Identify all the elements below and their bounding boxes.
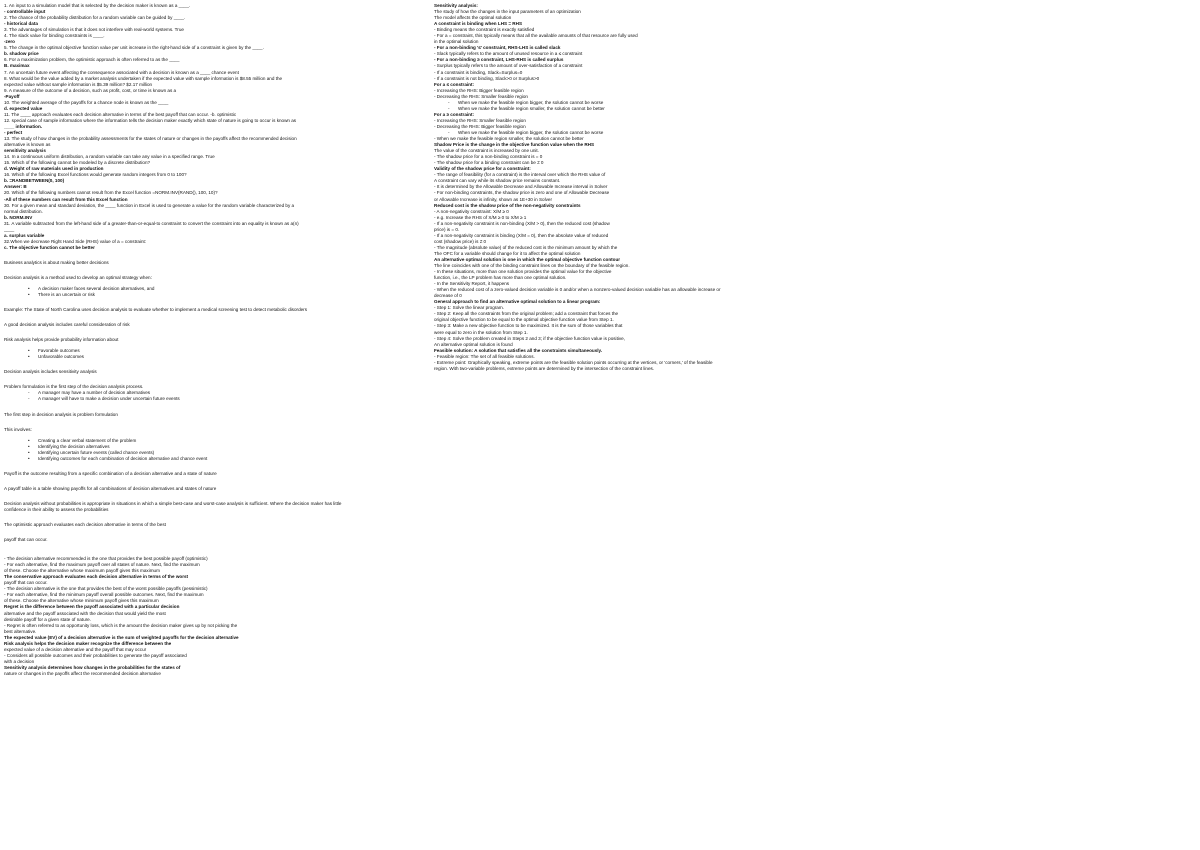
right-note-line: - Extreme point: Graphically speaking, extreme points are the feasible solution points occurring at the vertices, or 'corners,' of the feasible: [434, 359, 713, 365]
right-note-line: - e.g. Increase the RHS of X/M ≥ 0 to X/M ≥ 1: [434, 214, 527, 220]
left-note-line: Problem formulation is the first step of the decision analysis process.: [4, 384, 144, 390]
left-note-line: 10. The weighted average of the payoffs for a chance node is known as the ____: [4, 99, 169, 105]
left-note-line: Decision analysis includes sensitivity analysis: [4, 369, 97, 375]
right-note-line: or Allowable Increase is infinity, shown as 1E+30 in Solver: [434, 196, 553, 202]
left-note-line: • Identifying outcomes for each combination of decision alternative and chance event: [4, 456, 422, 462]
left-note-line: 30. For a given mean and standard deviation, the ____ function in Excel is used to generate a value for the random variable characterized by a: [4, 202, 295, 208]
left-note-line: Decision analysis without probabilities is appropriate in situations in which a simple best-case and worst-case analysis is sufficient. Where the decision maker has little: [4, 500, 342, 506]
left-note-line: The first step in decision analysis is problem formulation: [4, 411, 118, 417]
left-note-line: The expected value (EV) of a decision alternative is the sum of weighted payoffs for the decision alternative: [4, 634, 239, 640]
right-note-line: Shadow Price is the change in the objective function value when the RHS: [434, 142, 595, 148]
right-note-line: Sensitivity analysis:: [434, 3, 478, 8]
left-note-line: The optimistic approach evaluates each decision alternative in terms of the best: [4, 522, 166, 527]
right-note-line: - For non-binding constraints, the shadow price is zero and one of Allowable Decrease: [434, 190, 610, 196]
left-note-line: sensitivity analysis: [4, 148, 46, 154]
spacer: [4, 375, 422, 384]
right-note-line: - If a constraint is binding, Slack=Surplus=0: [434, 69, 523, 75]
left-note-line: 2. The chance of the probability distribution for a random variable can be guided by ____.: [4, 15, 186, 21]
right-note-line: in the optimal solution: [434, 39, 479, 45]
left-note-line: 3. The advantages of simulation is that it does not interfere with real-world systems. True: [4, 27, 184, 33]
right-note-line: decrease of 0: [434, 293, 462, 299]
right-note-line: For a ≥ constraint:: [434, 111, 475, 117]
right-note-line: - Increasing the RHS: Bigger feasible region: [434, 87, 524, 93]
left-note-line: - For each alternative, find the maximum payoff over all states of nature. Next, find the maximum: [4, 562, 200, 568]
left-note-line: 15. Which of the following cannot be modeled by a discrete distribution?: [4, 160, 151, 166]
right-note-line: price) is = 0.: [434, 226, 460, 232]
right-note-line: - Step 1: Solve the linear program.: [434, 305, 504, 311]
left-note-line: - historical data: [4, 21, 38, 27]
right-note-line: The value of the constraint is increased by one unit.: [434, 148, 539, 154]
left-note-line: • A decision maker faces several decision alternatives, and: [4, 286, 422, 292]
right-note-line: region. With two-variable problems, extreme points are determined by the intersection of the constraint lines.: [434, 365, 655, 371]
left-note-line: Risk analysis helps provide probability information about: [4, 337, 119, 343]
right-notes-column: [434, 3, 862, 372]
right-note-line: - The magnitude (absolute value) of the reduced cost is the minimum amount by which the: [434, 244, 618, 250]
left-note-line: nature or changes in the payoffs affect the recommended decision alternative: [4, 670, 161, 676]
right-note-line: - When we make the feasible region smaller, the solution cannot be better: [434, 106, 862, 112]
left-note-line: Example: The State of North Carolina uses decision analysis to evaluate whether to implement a medical screening test to detect metabolic disorders: [4, 307, 308, 313]
right-note-line: - Step 3: Make a new objective function to be maximized. It is the sum of those variables that: [434, 323, 623, 329]
left-note-line: -zero: [4, 39, 15, 45]
left-note-line: 5. The change in the optimal objective function value per unit increase in the right-hand side of a constraint is given by the ____.: [4, 45, 264, 51]
left-note-line: • Unfavorable outcomes: [4, 354, 422, 360]
right-note-line: Reduced cost is the shadow price of the non-negativity constraints: [434, 202, 581, 208]
right-note-line: original objective function to be equal to the optimal objective function value from Step 1.: [434, 317, 614, 323]
spacer: [4, 462, 422, 471]
right-note-line: Feasible solution: A solution that satisfies all the constraints simultaneously.: [434, 347, 603, 353]
right-note-line: For a ≤ constraint:: [434, 81, 475, 87]
left-note-line: best alternative.: [4, 628, 37, 634]
spacer: [4, 328, 422, 337]
right-note-line: - Feasible region: The set of all feasible solutions.: [434, 353, 535, 359]
right-note-line: A constraint can vary while its shadow price remains constant.: [434, 178, 561, 184]
left-note-line: b. shadow price: [4, 51, 39, 57]
left-note-line: -All of these numbers can result from this Excel function: [4, 196, 128, 202]
right-note-line: - Decreasing the RHS: Smaller feasible region: [434, 93, 528, 99]
right-note-line: A constraint is binding when LHS = RHS: [434, 21, 523, 27]
right-note-line: - Step 2: Keep all the constraints from the original problem; add a constraint that forces the: [434, 311, 619, 317]
right-note-line: - The range of feasibility (for a constraint) is the interval over which the RHS value of: [434, 172, 606, 178]
left-note-line: ____: [4, 226, 15, 232]
spacer: [4, 298, 422, 307]
right-note-line: The line coincides with one of the binding constraint lines on the boundary of the feasible region.: [434, 263, 630, 269]
left-note-line: 9. A measure of the outcome of a decision, such as profit, cost, or time is known as a: [4, 87, 177, 93]
left-note-line: B. maximax: [4, 63, 30, 69]
left-note-line: A payoff table is a table showing payoffs for all combinations of decision alternatives and states of nature: [4, 485, 217, 491]
left-note-line: 32.When we decrease Right Hand Side (RHS) value of a = constraint:: [4, 238, 147, 244]
left-note-line: This involves:: [4, 426, 32, 432]
left-note-line: • Identifying the decision alternatives: [4, 444, 422, 450]
left-note-line: - A manager may have a number of decision alternatives: [4, 390, 422, 396]
left-note-line: - Considers all possible outcomes and their probabilities to generate the payoff associated: [4, 652, 187, 658]
right-note-line: - Decreasing the RHS: Bigger feasible region: [434, 123, 526, 129]
right-note-line: - When the reduced cost of a zero-valued decision variable is 0 and/or when a nonzero-valued decision variable has an allowable increase or: [434, 287, 721, 293]
spacer: [4, 266, 422, 275]
left-note-line: normal distribution.: [4, 208, 43, 214]
left-note-line: d. expected value: [4, 105, 43, 111]
right-note-line: - The shadow price for a non-binding constraint is = 0: [434, 154, 543, 160]
left-note-line: A good decision analysis includes careful consideration of risk: [4, 322, 130, 328]
left-note-line: 11. The ____ approach evaluates each decision alternative in terms of the best payoff that can occur. -b. optimistic: [4, 111, 237, 117]
right-note-line: function, i.e., the LP problem has more than one optimal solution.: [434, 275, 567, 281]
left-note-line: The conservative approach evaluates each decision alternative in terms of the worst: [4, 574, 189, 580]
left-note-line: 7. An uncertain future event affecting the consequence associated with a decision is known as a ____ chance event: [4, 69, 239, 75]
left-note-line: Sensitivity analysis determines how changes in the probabilities for the states of: [4, 664, 181, 670]
left-note-line: b. NORM.INV: [4, 214, 33, 220]
right-note-line: The OFC for a variable should change for it to affect the optimal solution: [434, 250, 581, 256]
right-note-line: - Slack typically refers to the amount of unused resource in a ≤ constraint: [434, 51, 583, 57]
left-note-line: - perfect: [4, 129, 23, 135]
left-note-line: expected value of a decision alternative and the payoff that may occur: [4, 646, 147, 652]
left-note-line: Decision analysis is a method used to develop an optimal strategy when:: [4, 274, 152, 280]
left-note-line: payoff that can occur.: [4, 537, 48, 543]
left-note-line: - controllable input: [4, 9, 46, 15]
right-note-line: - If a non-negativity constraint is binding (X/M = 0), then the absolute value of reduced: [434, 232, 609, 238]
right-note-line: - When we make the feasible region bigger, the solution cannot be worse: [434, 130, 862, 136]
left-note-line: confidence in their ability to assess the probabilities: [4, 506, 109, 512]
right-note-line: - When we make the feasible region bigger, the solution cannot be worse: [434, 100, 862, 106]
spacer: [4, 251, 422, 260]
left-note-line: • Identifying uncertain future events (called chance events): [4, 450, 422, 456]
left-note-line: - A manager will have to make a decision under uncertain future events: [4, 396, 422, 402]
spacer: [4, 360, 422, 369]
left-note-line: b. =RANDBETWEEN(0, 100): [4, 178, 65, 184]
left-note-line: 14. In a continuous uniform distribution, a random variable can take any value in a specified range. True: [4, 154, 215, 160]
right-note-line: - In these situations, more than one solution provides the optimal value for the objective: [434, 269, 612, 275]
left-note-line: - The decision alternative recommended is the one that provides the best possible payoff (optimistic): [4, 556, 208, 562]
spacer: [4, 477, 422, 486]
left-note-line: a. surplus variable: [4, 232, 45, 238]
left-note-line: 31. A variable subtracted from the left-hand side of a greater-than-or-equal-to constraint to convert the constraint into an equality is known as a(n): [4, 220, 299, 226]
left-note-line: 13. The study of how changes in the probability assessments for the states of nature or changes in the payoffs affect the recommended decision: [4, 136, 297, 142]
left-note-line: with a decision: [4, 658, 35, 664]
right-note-line: Validity of the shadow price for a constraint:: [434, 166, 531, 172]
left-note-line: 16. Which of the following Excel functions would generate random integers from 0 to 100?: [4, 172, 187, 178]
right-note-line: - The shadow price for a binding constraint can be ≠ 0: [434, 160, 544, 166]
left-note-line: payoff that can occur.: [4, 580, 48, 586]
left-note-line: alternative and the payoff associated with the decision that would yield the most: [4, 610, 166, 616]
spacer: [4, 492, 422, 501]
left-note-line: -Payoff: [4, 93, 20, 99]
left-note-line: 1. An input to a simulation model that is selected by the decision maker is known as a ____.: [4, 3, 191, 8]
spacer: [4, 403, 422, 412]
left-note-line: ____ information.: [4, 123, 43, 129]
left-note-line: - For each alternative, find the minimum payoff overall possible outcomes. Next, find the maximum: [4, 592, 204, 598]
right-note-line: An alternative optimal solution is found: [434, 341, 513, 347]
left-note-line: d. Weight of raw materials used in production: [4, 166, 104, 172]
spacer: [4, 528, 422, 537]
left-note-line: • Creating a clear verbal statement of the problem: [4, 438, 422, 444]
spacer: [4, 418, 422, 427]
spacer: [4, 513, 422, 522]
left-notes-column: [4, 3, 422, 677]
left-note-line: alternative is known as: [4, 142, 51, 148]
right-note-line: - Surplus typically refers to the amount of over-satisfaction of a constraint: [434, 63, 583, 69]
left-note-line: Payoff is the outcome resulting from a specific combination of a decision alternative and a state of nature: [4, 470, 217, 476]
right-note-line: - Increasing the RHS: Smaller feasible region: [434, 117, 526, 123]
left-note-line: Regret is the difference between the payoff associated with a particular decision: [4, 604, 180, 610]
right-note-line: - In the Sensitivity Report, it happens: [434, 281, 510, 287]
left-note-line: Business analytics is about making better decisions: [4, 259, 109, 265]
left-note-line: - Regret is often referred to as opportunity loss, which is the amount the decision maker gives up by not picking the: [4, 622, 238, 628]
left-note-line: of these. Choose the alternative whose minimum payoff gives this maximum: [4, 598, 159, 604]
left-note-line: 6. For a maximization problem, the optimistic approach is often referred to as the ____: [4, 57, 180, 63]
right-note-line: - For a non-binding ≥ constraint, LHS-RHS is called surplus: [434, 57, 564, 63]
left-note-line: 12. special case of sample information where the information tells the decision maker exactly which state of nature is going to occur is known as: [4, 117, 297, 123]
left-note-line: 8. What would be the value added by a market analysis undertaken if the expected value with sample information is $8.55 million and the: [4, 75, 283, 81]
right-note-line: The study of how the changes in the input parameters of an optimization: [434, 9, 581, 15]
right-note-line: - Step 4: Solve the problem created in Steps 2 and 3; if the objective function value is positive,: [434, 335, 626, 341]
right-note-line: General approach to find an alternative optimal solution to a linear program:: [434, 299, 601, 305]
left-note-line: c. The objective function cannot be better: [4, 244, 95, 250]
left-note-line: Risk analysis helps the decision maker recognize the difference between the: [4, 640, 172, 646]
left-note-line: expected value without sample information is $5.39 million? $2.17 million: [4, 81, 153, 87]
right-note-line: - If a non-negativity constraint is non-binding (X/M > 0), then the reduced cost (shadow: [434, 220, 610, 226]
right-note-line: An alternative optimal solution is one in which the optimal objective function contour: [434, 256, 621, 262]
right-note-line: - When we make the feasible region smaller, the solution cannot be better: [434, 136, 584, 142]
left-note-line: • Favorable outcomes: [4, 348, 422, 354]
left-note-line: desirable payoff for a given state of nature.: [4, 616, 91, 622]
right-note-line: - If a constraint is not binding, Slack>0 or Surplus>0: [434, 75, 540, 81]
spacer: [4, 313, 422, 322]
left-note-line: 4. The slack value for binding constraints is ____.: [4, 33, 105, 39]
left-note-line: of these. Choose the alternative whose maximum payoff gives this maximum: [4, 568, 160, 574]
left-note-line: • There is an uncertain or risk: [4, 292, 422, 298]
right-note-line: - For a = constraint, this typically means that all the available amounts of that resource are fully used: [434, 33, 638, 39]
left-note-line: Answer: B: [4, 184, 27, 190]
right-note-line: cost (shadow price) is ≠ 0: [434, 238, 487, 244]
left-note-line: - The decision alternative is the one that provides the best of the worst possible payoffs (pessimistic): [4, 586, 208, 592]
spacer: [4, 543, 422, 556]
left-note-line: 20. Which of the following numbers cannot result from the Excel function =NORM.INV(RAND(), 100, 10)?: [4, 190, 218, 196]
right-note-line: - It is determined by the Allowable Decrease and Allowable Increase interval in Solver: [434, 184, 608, 190]
right-note-line: - Binding means the constraint is exactly satisfied: [434, 27, 535, 33]
right-note-line: - A non-negativity constraint: X/M ≥ 0: [434, 208, 509, 214]
right-note-line: were equal to zero in the solution from Step 1.: [434, 329, 528, 335]
right-note-line: The model affects the optimal solution: [434, 15, 512, 21]
right-note-line: - For a non-binding '≤' constraint, RHS-LHS is called slack: [434, 45, 561, 51]
